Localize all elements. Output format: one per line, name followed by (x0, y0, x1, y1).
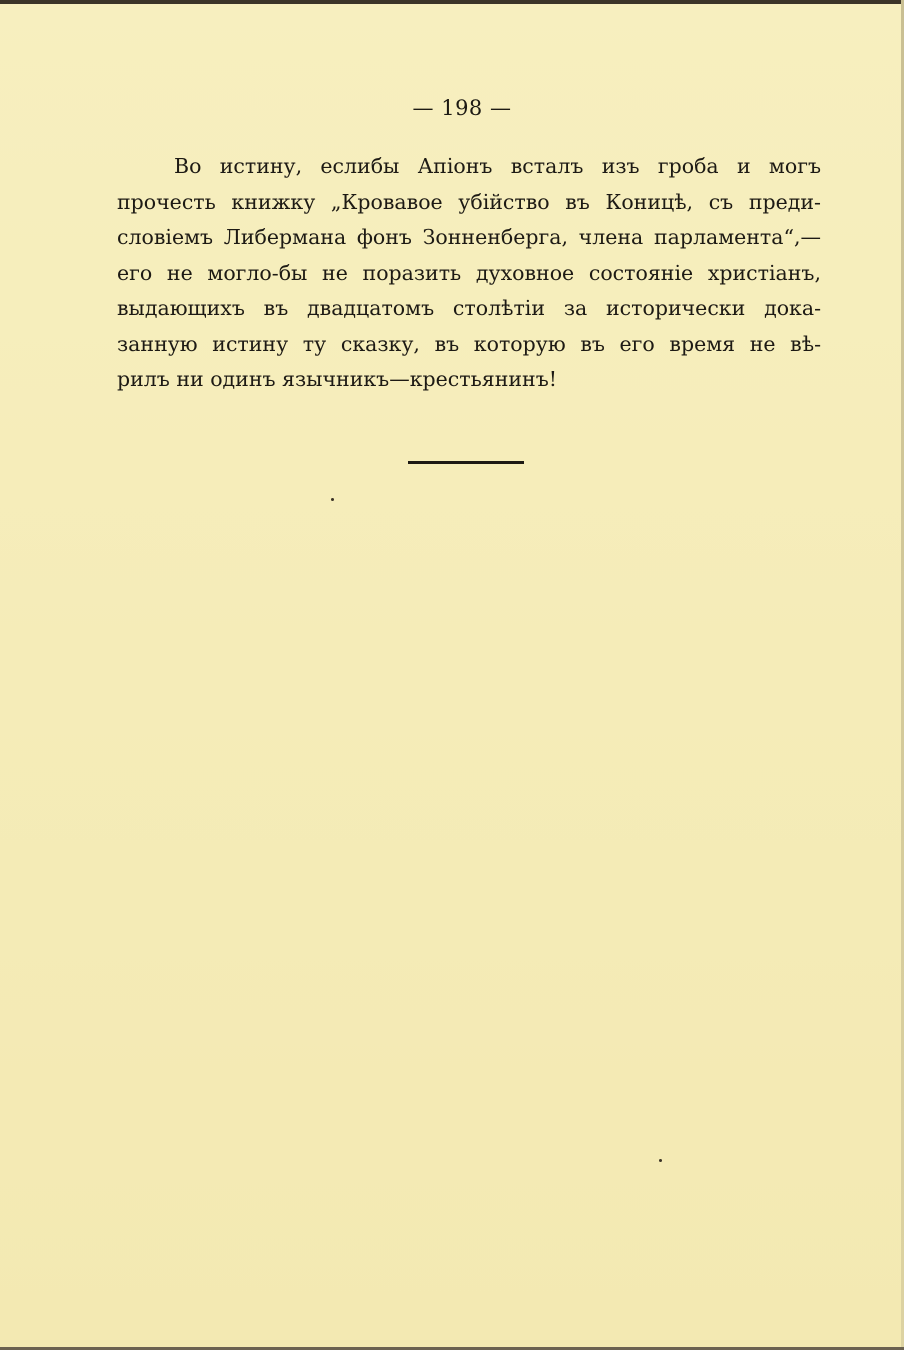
paragraph-line: Во истину, еслибы Апiонъ всталъ изъ гроба и могъ (174, 154, 821, 178)
paragraph-line: его не могло-бы не поразить духовное состоянiе христiанъ, (117, 260, 821, 285)
paragraph-line: занную истину ту сказку, въ которую въ его время не вѣ- (117, 331, 821, 356)
paragraph (117, 149, 821, 398)
paper-speck (331, 498, 334, 501)
paper-speck (659, 1159, 662, 1162)
paragraph-line: прочесть книжку „Кровавое убiйство въ Коницѣ, съ преди- (117, 189, 821, 214)
paragraph-line: словiемъ Либермана фонъ Зонненберга, члена парламента“,— (117, 225, 821, 249)
page-number: — 198 — (412, 96, 512, 120)
section-end-rule (408, 461, 524, 464)
page-top-edge (0, 0, 904, 4)
paragraph-line: рилъ ни одинъ язычникъ—крестьянинъ! (117, 367, 557, 391)
paragraph-line: выдающихъ въ двадцатомъ столѣтiи за исторически дока- (117, 296, 821, 320)
